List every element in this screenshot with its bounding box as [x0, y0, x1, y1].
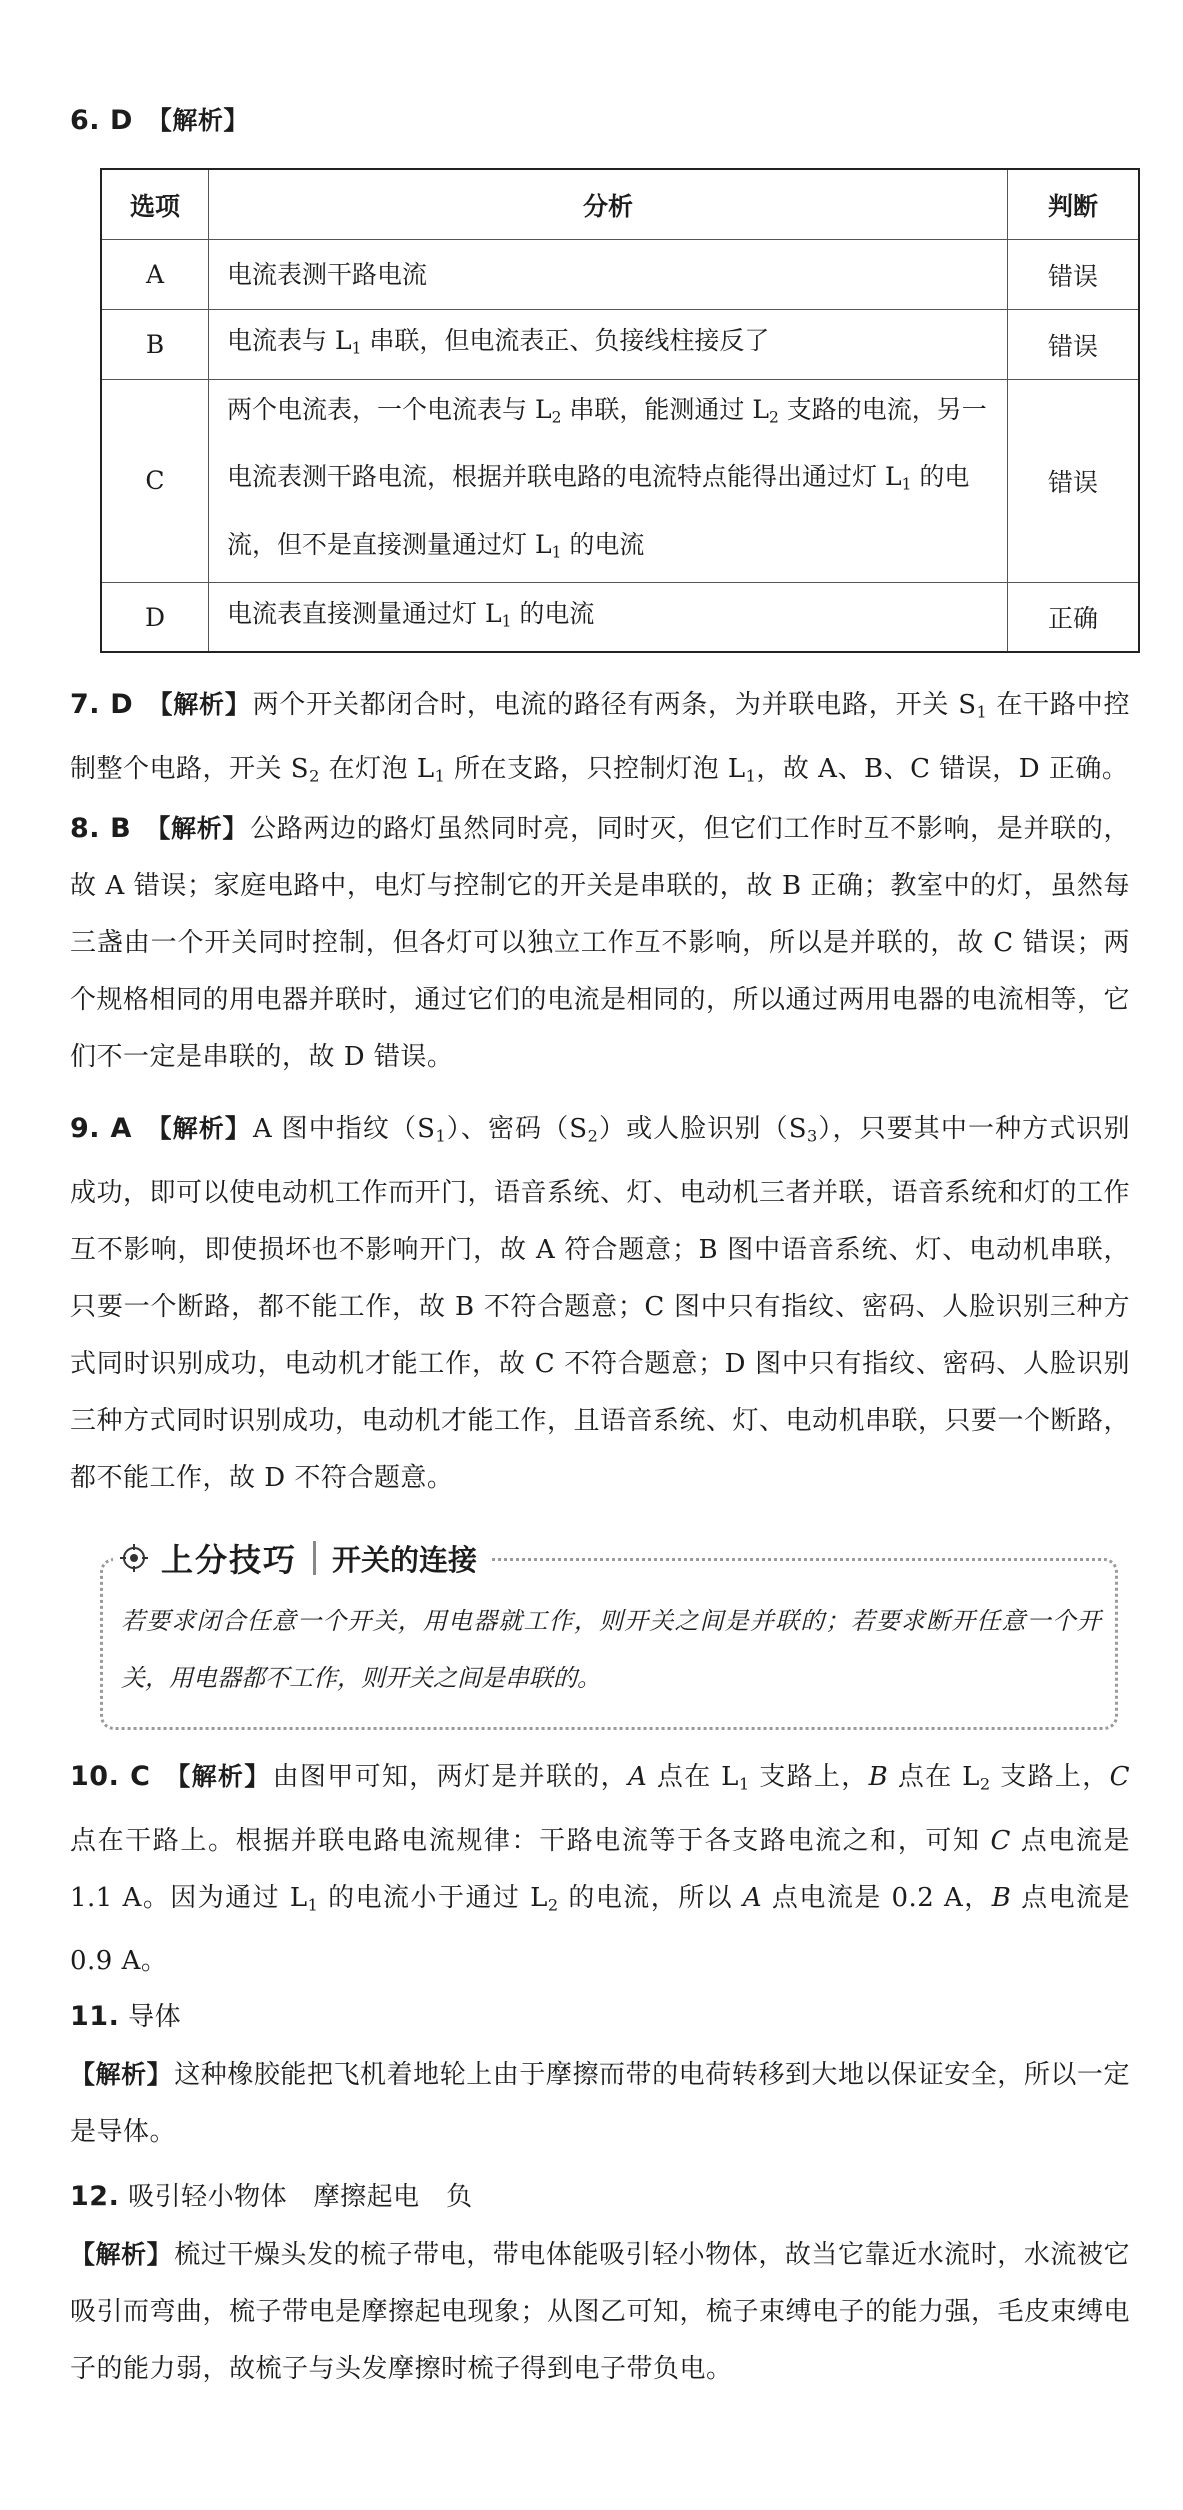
analysis-cell: 电流表与 $L_1$ 串联，但电流表正、负接线柱接反了 — [209, 310, 1008, 380]
tip-header — [113, 1535, 491, 1581]
q10-block: 10. C 【解析】由图甲可知，两灯是并联的，A 点在 $L_1$ 支路上，B 点在 $L_2$ 支路上，C 点在干路上。根据并联电路电流规律：干路电流等于各支路电流之和，可知 C 点电流是 1.1 A。因为通过 $L_1$ 的电流小于通过 $L_2$ 的电流，所以 A 点电流是 0.2 A，B 点电流是 0.9 A。 — [70, 1761, 1131, 1976]
table-header-analysis: 分析 — [209, 169, 1008, 240]
q7-block: 7. D 【解析】两个开关都闭合时，电流的路径有两条，为并联电路，开关 $S_1$ 在干路中控制整个电路，开关 $S_2$ 在灯泡 $L_1$ 所在支路，只控制灯泡 $L_1$，故 A、B、C 错误，D 正确。 — [70, 689, 1130, 785]
q11-answer-line — [70, 1988, 1130, 2046]
tip-topic: 开关的连接 — [332, 1542, 478, 1577]
judgement-cell: 错误 — [1008, 380, 1140, 583]
judgement-cell: 正确 — [1008, 582, 1140, 652]
q6-number: 6. D — [70, 105, 133, 136]
q6-header — [70, 92, 1130, 150]
table-header-option: 选项 — [101, 169, 209, 240]
option-cell: D — [101, 582, 209, 652]
q12-block — [70, 2168, 1130, 2398]
q10-number: 10. C — [70, 1761, 151, 1792]
judgement-cell: 错误 — [1008, 240, 1140, 310]
q7-analysis-tag: 【解析】 — [147, 690, 251, 719]
analysis-cell: 两个电流表，一个电流表与 $L_2$ 串联，能测通过 $L_2$ 支路的电流，另一电流表测干路电流，根据并联电路的电流特点能得出通过灯 $L_1$ 的电流，但不是直接测量通过灯 $L_1$ 的电流 — [209, 380, 1008, 583]
table-row — [101, 310, 1139, 380]
q6-analysis-tag: 【解析】 — [146, 106, 249, 135]
q9-number: 9. A — [70, 1113, 132, 1144]
tip-text: 若要求闭合任意一个开关，用电器就工作，则开关之间是并联的；若要求断开任意一个开关，用电器都不工作，则开关之间是串联的。 — [121, 1607, 1101, 1692]
tip-title: 上分技巧 — [161, 1541, 298, 1579]
q12-answer-line — [70, 2168, 1130, 2226]
q10-analysis-tag: 【解析】 — [164, 1762, 271, 1791]
q11-analysis — [70, 2046, 1130, 2161]
q12-text: 梳过干燥头发的梳子带电，带电体能吸引轻小物体，故当它靠近水流时，水流被它吸引而弯曲，梳子带电是摩擦起电现象；从图乙可知，梳子束缚电子的能力强，毛皮束缚电子的能力弱，故梳子与头发摩擦时梳子得到电子带负电。 — [70, 2240, 1131, 2384]
q8-analysis-tag: 【解析】 — [145, 814, 249, 843]
table-header-judgement: 判断 — [1008, 169, 1140, 240]
q11-answer: 导体 — [119, 2002, 182, 2032]
q9-block: 9. A 【解析】A 图中指纹$(S_1)$、密码$(S_2)$或人脸识别$(S_3)$，只要其中一种方式识别成功，即可以使电动机工作而开门，语音系统、灯、电动机三者并联，语音系统和灯的工作互不影响，即使损坏也不影响开门，故 A 符合题意；B 图中语音系统、灯、电动机串联，只要一个断路，都不能工作，故 B 不符合题意；C 图中只有指纹、密码、人脸识别三种方式同时识别成功，电动机才能工作，故 C 不符合题意；D 图中只有指纹、密码、人脸识别三种方式同时识别成功，电动机才能工作，且语音系统、灯、电动机串联，只要一个断路，都不能工作，故 D 不符合题意。 — [70, 1113, 1131, 1493]
analysis-cell: 电流表直接测量通过灯 $L_1$ 的电流 — [209, 582, 1008, 652]
tip-box — [100, 1541, 1118, 1730]
table-row — [101, 380, 1139, 583]
option-cell: A — [101, 240, 209, 310]
q11-analysis-tag: 【解析】 — [70, 2060, 173, 2089]
tip-divider — [313, 1541, 316, 1575]
option-cell: B — [101, 310, 209, 380]
q9-analysis-tag: 【解析】 — [145, 1114, 251, 1143]
q7-number: 7. D — [70, 689, 134, 720]
table-row — [101, 240, 1139, 310]
q8-number: 8. B — [70, 813, 132, 844]
q11-block — [70, 1988, 1130, 2161]
option-cell: C — [101, 380, 209, 583]
q6-table — [100, 168, 1140, 653]
judgement-cell: 错误 — [1008, 310, 1140, 380]
q12-analysis-tag: 【解析】 — [70, 2240, 173, 2269]
target-icon — [119, 1543, 149, 1573]
q11-number: 11. — [70, 2001, 120, 2032]
table-row — [101, 582, 1139, 652]
analysis-cell: 电流表测干路电流 — [209, 240, 1008, 310]
table-header-row — [101, 169, 1139, 240]
q12-analysis — [70, 2226, 1130, 2398]
q11-text: 这种橡胶能把飞机着地轮上由于摩擦而带的电荷转移到大地以保证安全，所以一定是导体。 — [70, 2060, 1130, 2147]
q12-number: 12. — [70, 2181, 120, 2212]
q12-answer: 吸引轻小物体 摩擦起电 负 — [119, 2182, 473, 2212]
q8-text: 公路两边的路灯虽然同时亮，同时灭，但它们工作时互不影响，是并联的，故 A 错误；家庭电路中，电灯与控制它的开关是串联的，故 B 正确；教室中的灯，虽然每三盏由一个开关同时控制，但各灯可以独立工作互不影响，所以是并联的，故 C 错误；两个规格相同的用电器并联时，通过它们的电流是相同的，所以通过两用电器的电流相等，它们不一定是串联的，故 D 错误。 — [70, 814, 1131, 1072]
q8-block — [70, 800, 1130, 1086]
